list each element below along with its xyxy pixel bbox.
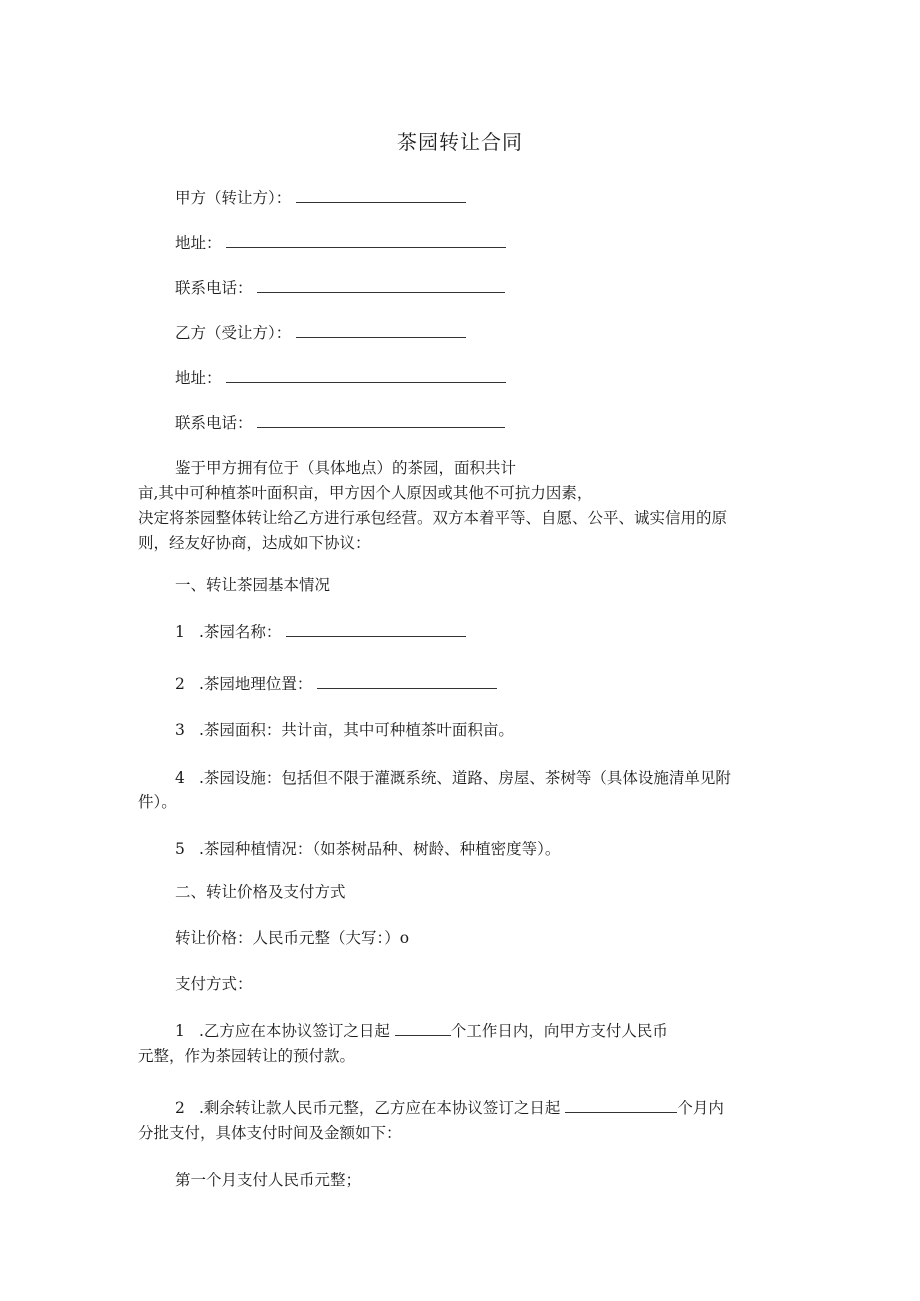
party-a-label: 甲方（转让方）： — [175, 189, 292, 207]
item-number: 4 — [175, 769, 185, 787]
pay1-text-a: .乙方应在本协议签订之日起 — [199, 1022, 390, 1040]
preamble-line-4: 则，经友好协商，达成如下协议： — [138, 534, 371, 552]
section1-item-4-cont: 件）。 — [138, 793, 177, 811]
item-text: .茶园设施：包括但不限于灌溉系统、道路、房屋、茶树等（具体设施清单见附 — [199, 769, 731, 787]
section1-item-2 — [175, 672, 497, 696]
section1-item-4 — [175, 766, 731, 790]
party-a-address-blank — [226, 233, 506, 248]
item-text: .茶园地理位置： — [199, 675, 313, 693]
party-b-address-blank — [226, 368, 506, 383]
item-text: .茶园面积：共计亩，其中可种植茶叶面积亩。 — [199, 721, 514, 739]
item-number: 2 — [175, 1099, 185, 1117]
party-a-phone-line — [175, 276, 505, 300]
transfer-price: 转让价格：人民币元整（大写：）o — [175, 929, 410, 947]
section1-item-5 — [175, 837, 560, 861]
preamble-line-2: 亩,其中可种植茶叶面积亩，甲方因个人原因或其他不可抗力因素， — [138, 484, 593, 502]
item-number: 2 — [175, 675, 185, 693]
section2-heading: 二、转让价格及支付方式 — [175, 883, 346, 901]
section1-item-3 — [175, 718, 514, 742]
preamble-line-3: 决定将茶园整体转让给乙方进行承包经营。双方本着平等、自愿、公平、诚实信用的原 — [138, 509, 728, 527]
item-number: 3 — [175, 721, 185, 739]
party-b-phone-line — [175, 411, 505, 435]
party-a-blank — [296, 188, 466, 203]
party-b-phone-label: 联系电话： — [175, 414, 253, 432]
payment-label: 支付方式： — [175, 975, 253, 993]
section1-heading: 一、转让茶园基本情况 — [175, 576, 331, 594]
page-title: 茶园转让合同 — [397, 130, 523, 154]
item-text: .茶园名称： — [199, 623, 282, 641]
item-number: 1 — [175, 623, 185, 641]
party-a-line — [175, 186, 466, 210]
pay2-text-b: 个月内 — [677, 1099, 724, 1117]
party-b-phone-blank — [257, 413, 505, 428]
pay2-text-a: .剩余转让款人民币元整，乙方应在本协议签订之日起 — [199, 1099, 561, 1117]
party-b-line — [175, 321, 466, 345]
payment-item-1 — [175, 1019, 668, 1043]
party-b-address-label: 地址： — [175, 369, 222, 387]
party-b-label: 乙方（受让方）： — [175, 324, 292, 342]
party-b-address-line — [175, 366, 506, 390]
payment-item-2 — [175, 1096, 724, 1120]
workdays-blank — [395, 1021, 451, 1036]
tea-garden-name-blank — [286, 622, 466, 637]
item-text: .茶园种植情况：（如茶树品种、树龄、种植密度等）。 — [199, 840, 561, 858]
payment-item-2-cont: 分批支付，具体支付时间及金额如下： — [138, 1124, 402, 1142]
party-a-phone-label: 联系电话： — [175, 279, 253, 297]
item-number: 5 — [175, 840, 185, 858]
tea-garden-location-blank — [317, 674, 497, 689]
party-a-address-line — [175, 231, 506, 255]
section1-item-1 — [175, 620, 466, 644]
party-b-blank — [296, 323, 466, 338]
first-month-payment: 第一个月支付人民币元整； — [175, 1171, 362, 1189]
party-a-phone-blank — [257, 278, 505, 293]
pay1-text-b: 个工作日内，向甲方支付人民币 — [450, 1022, 668, 1040]
payment-item-1-cont: 元整，作为茶园转让的预付款。 — [138, 1047, 356, 1065]
party-a-address-label: 地址： — [175, 234, 222, 252]
months-blank — [565, 1098, 677, 1113]
preamble-line-1: 鉴于甲方拥有位于（具体地点）的茶园，面积共计 — [175, 459, 517, 477]
item-number: 1 — [175, 1022, 185, 1040]
